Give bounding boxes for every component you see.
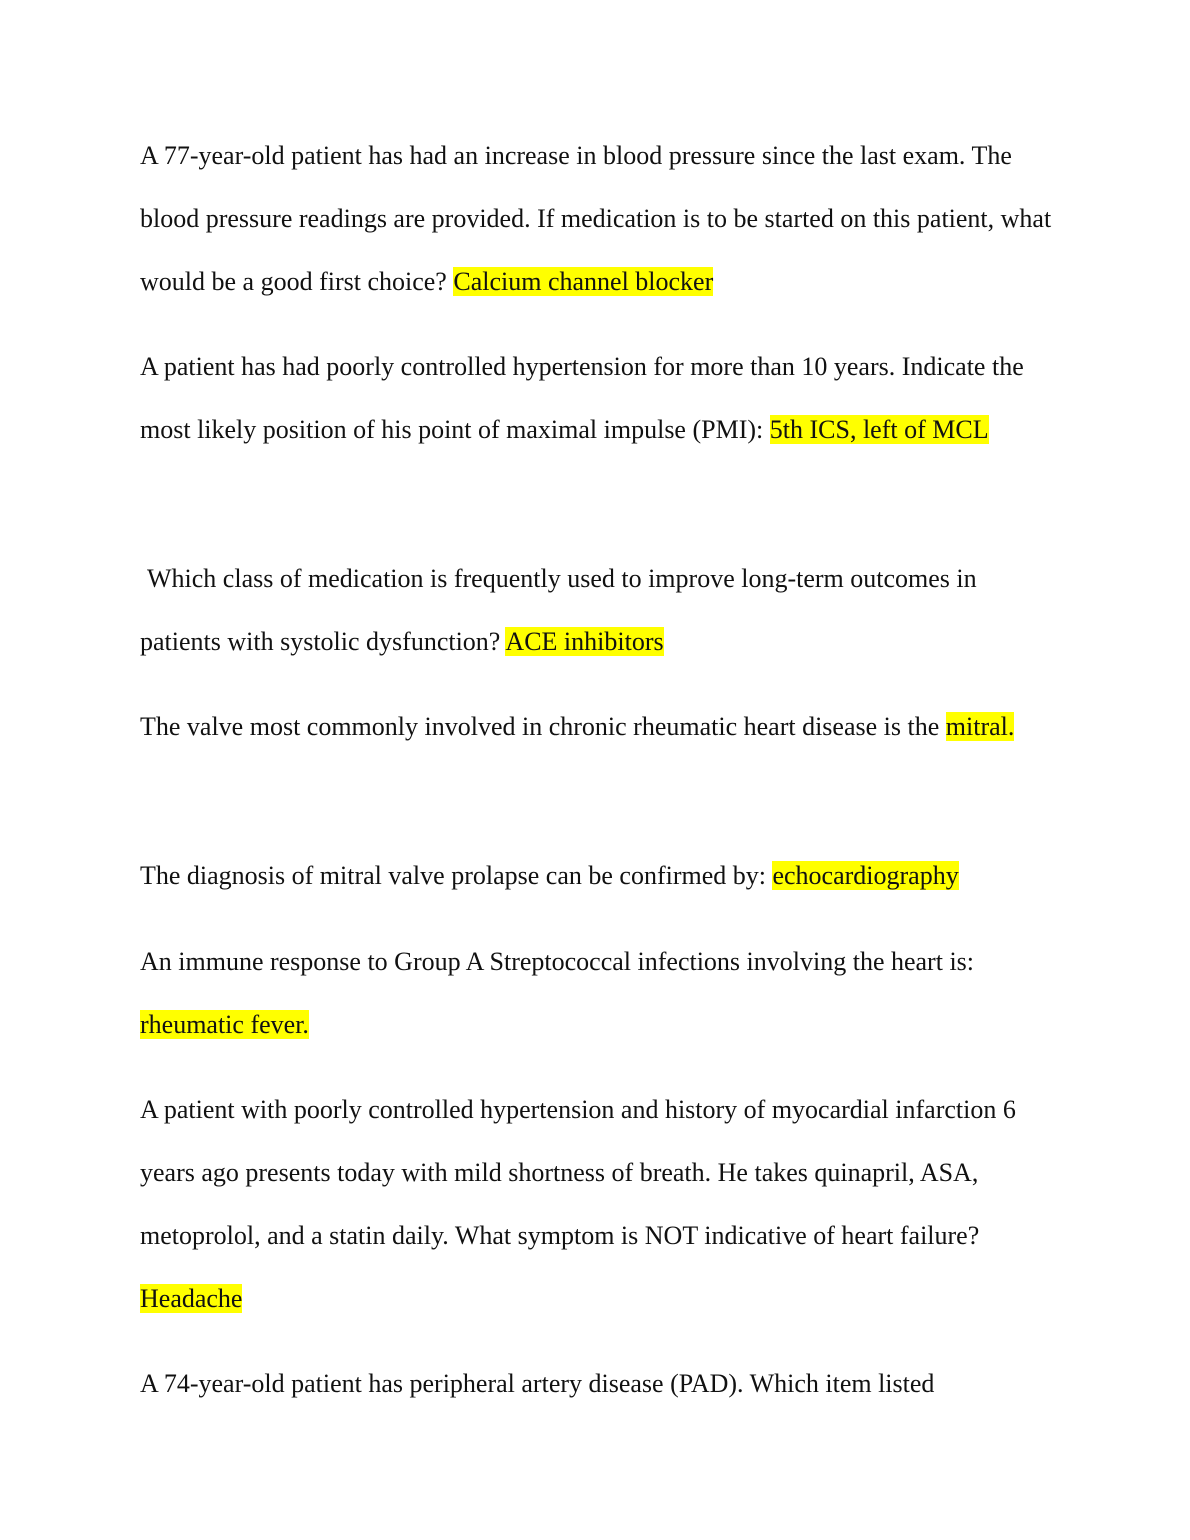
question-text: An immune response to Group A Streptococcal infections involving the heart is: xyxy=(140,947,975,976)
highlighted-answer: rheumatic fever. xyxy=(140,1010,309,1039)
question-text: A 74-year-old patient has peripheral artery disease (PAD). Which item listed xyxy=(140,1369,935,1398)
highlighted-answer: Headache xyxy=(140,1284,243,1313)
qa-item-4 xyxy=(140,695,1055,758)
qa-item-6 xyxy=(140,930,1055,1056)
question-text: A patient with poorly controlled hypertension and history of myocardial infarction 6 years ago presents today with mild shortness of breath. He takes quinapril, ASA, metoprolol, and a statin daily. What symptom is NOT indicative of heart failure? xyxy=(140,1095,1016,1250)
question-text: The valve most commonly involved in chronic rheumatic heart disease is the xyxy=(140,712,940,741)
qa-item-7 xyxy=(140,1078,1055,1330)
highlighted-answer: echocardiography xyxy=(772,861,959,890)
question-text: Which class of medication is frequently used to improve long-term outcomes in patients with systolic dysfunction? xyxy=(140,564,977,656)
highlighted-answer: Calcium channel blocker xyxy=(453,267,714,296)
qa-item-1 xyxy=(140,124,1055,313)
question-text: A 77-year-old patient has had an increase in blood pressure since the last exam. The blood pressure readings are provided. If medication is to be started on this patient, what would be a good first choice? xyxy=(140,141,1052,296)
qa-item-5 xyxy=(140,844,1055,907)
highlighted-answer: mitral. xyxy=(945,712,1015,741)
qa-item-8 xyxy=(140,1352,1055,1415)
highlighted-answer: ACE inhibitors xyxy=(505,627,664,656)
question-text: A patient has had poorly controlled hypertension for more than 10 years. Indicate the most likely position of his point of maximal impulse (PMI): xyxy=(140,352,1024,444)
qa-item-3 xyxy=(140,547,1055,673)
qa-item-2 xyxy=(140,335,1055,461)
highlighted-answer: 5th ICS, left of MCL xyxy=(769,415,989,444)
question-text: The diagnosis of mitral valve prolapse can be confirmed by: xyxy=(140,861,766,890)
